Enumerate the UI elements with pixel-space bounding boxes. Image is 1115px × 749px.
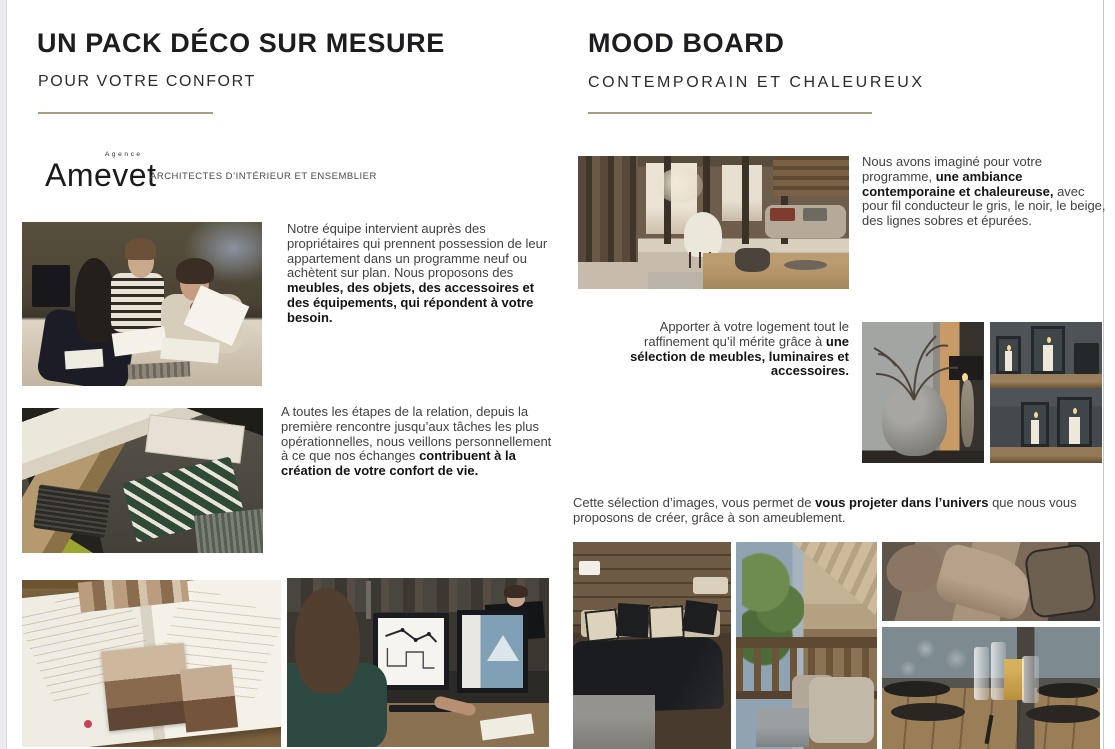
- flame: [1034, 412, 1038, 418]
- wall-switch: [579, 561, 600, 575]
- document-sheet: [65, 349, 105, 370]
- grey-cushion: [803, 208, 827, 221]
- pendant-lamp: [657, 168, 703, 203]
- fabric-sample-strip: [127, 361, 190, 379]
- monitor-mountain-image: [457, 610, 528, 693]
- colleague-hair: [504, 585, 528, 599]
- mountain-peak-shape: [487, 635, 519, 661]
- roof-eaves: [792, 542, 877, 617]
- bedside-lamp: [693, 577, 728, 594]
- right-paragraph-1: Nous avons imaginé pour votre programme, une ambiance contemporaine et chaleureuse, avec pour fil conducteur le gris, le noir, le beige, des lignes sobres et épurées.: [862, 154, 1106, 229]
- outdoor-armchair: [809, 677, 874, 743]
- workstation-photo: [287, 578, 549, 747]
- wood-shelf: [990, 447, 1102, 463]
- flame: [1007, 345, 1011, 351]
- dark-plate: [884, 681, 949, 697]
- paper-plan-shape: [145, 414, 245, 463]
- designer-middle-hair: [125, 238, 156, 259]
- cushions-photo: [882, 542, 1100, 621]
- dark-lantern-box: [1074, 343, 1099, 374]
- candle-lantern: [1021, 402, 1049, 447]
- stone-vase-photo: [862, 322, 984, 463]
- desk-lamp-arm: [366, 581, 371, 618]
- curtains-shape: [578, 156, 638, 262]
- beige-pillow: [584, 609, 619, 643]
- desk-document: [480, 713, 535, 740]
- left-paragraph-2: A toutes les étapes de la relation, depuis la première rencontre jusqu’aux tâches les plus opérationnelles, nous veillons personnellement à ce que nos échanges contribuent à la création de votre confort de vie.: [281, 404, 552, 479]
- left-subtitle: POUR VOTRE CONFORT: [38, 73, 256, 90]
- flame: [1047, 337, 1051, 343]
- candle: [1031, 420, 1039, 444]
- right-paragraph-3: Cette sélection d’images, vous permet de vous projeter dans l’univers que nous vous proposons de créer, grâce à son ameublement.: [573, 495, 1077, 525]
- floor-plan-graphic: [378, 618, 444, 684]
- right-subtitle: CONTEMPORAIN ET CHALEUREUX: [588, 74, 925, 91]
- wood-panel-wall: [773, 156, 849, 196]
- black-pillow: [682, 600, 718, 635]
- shelf-shape: [32, 265, 70, 308]
- left-paragraph-1: Notre équipe intervient auprès des propriétaires qui prennent possession de leur appartement dans un programme neuf ou achètent sur plan. Nous proposons des meubles, des objets, des accessoires et des équipements, qui répondent à votre besoin.: [287, 221, 548, 325]
- document-sheet: [160, 338, 219, 364]
- dark-plate: [1037, 683, 1098, 698]
- red-cushion: [770, 208, 794, 221]
- team-meeting-photo: [22, 222, 262, 386]
- interior-inset-photo: [179, 664, 237, 733]
- candle: [1069, 417, 1080, 445]
- dry-branches-graphic: [862, 322, 984, 463]
- architect-hair: [295, 588, 361, 693]
- page-right-edge: [1103, 0, 1104, 749]
- wood-table-foreground: [703, 253, 849, 289]
- interior-inset-photo: [101, 643, 192, 731]
- tweed-fabric-swatch: [34, 484, 112, 537]
- black-pillow: [616, 603, 650, 638]
- right-title: MOOD BOARD: [588, 28, 785, 58]
- beige-pillow: [648, 605, 684, 640]
- candle: [1005, 351, 1013, 371]
- left-divider: [38, 112, 213, 114]
- designer-middle-striped-top: [111, 273, 164, 332]
- designer-right-hair: [176, 258, 214, 284]
- balcony-railing: [736, 637, 877, 647]
- dark-plate: [891, 703, 965, 721]
- material-samples-photo: [22, 408, 263, 553]
- metal-planter: [756, 708, 810, 747]
- gold-candle-holder: [1004, 659, 1024, 700]
- candle-lantern: [1031, 326, 1065, 374]
- glass: [974, 647, 989, 701]
- designer-left-hair: [75, 258, 116, 343]
- right-divider: [588, 112, 872, 114]
- brand-name: Amevet: [45, 157, 157, 193]
- flame: [1073, 408, 1077, 414]
- candle: [1043, 345, 1053, 371]
- balcony-photo: [736, 542, 877, 749]
- hand-on-mouse: [433, 695, 477, 717]
- ribbed-fabric-swatch: [193, 509, 263, 553]
- left-title: UN PACK DÉCO SUR MESURE: [37, 28, 445, 58]
- brand-agency-label: Agence: [105, 151, 143, 158]
- table-setting-photo: [882, 627, 1100, 749]
- concrete-bench: [573, 695, 655, 749]
- candle-lantern: [1057, 397, 1092, 448]
- viewer-left-margin: [0, 0, 7, 749]
- cushion-shape: [932, 542, 1036, 621]
- chalet-living-room-photo: [578, 156, 849, 289]
- right-paragraph-2: Apporter à votre logement tout le raffinement qu’il mérite grâce à une sélection de meubles, luminaires et accessoires.: [630, 319, 849, 379]
- glass: [1022, 656, 1039, 702]
- cushion-shape: [1024, 543, 1098, 619]
- metal-vessel: [735, 248, 770, 272]
- candle-lanterns-photo: [990, 322, 1102, 463]
- brand-tagline: ARCHITECTES D’INTÉRIEUR ET ENSEMBLIER: [150, 171, 377, 182]
- sheepskin-chair: [684, 212, 722, 257]
- candle-lantern: [996, 336, 1022, 374]
- bedroom-photo: [573, 542, 731, 749]
- wood-shelf: [990, 374, 1102, 388]
- open-catalog-photo: [22, 580, 281, 747]
